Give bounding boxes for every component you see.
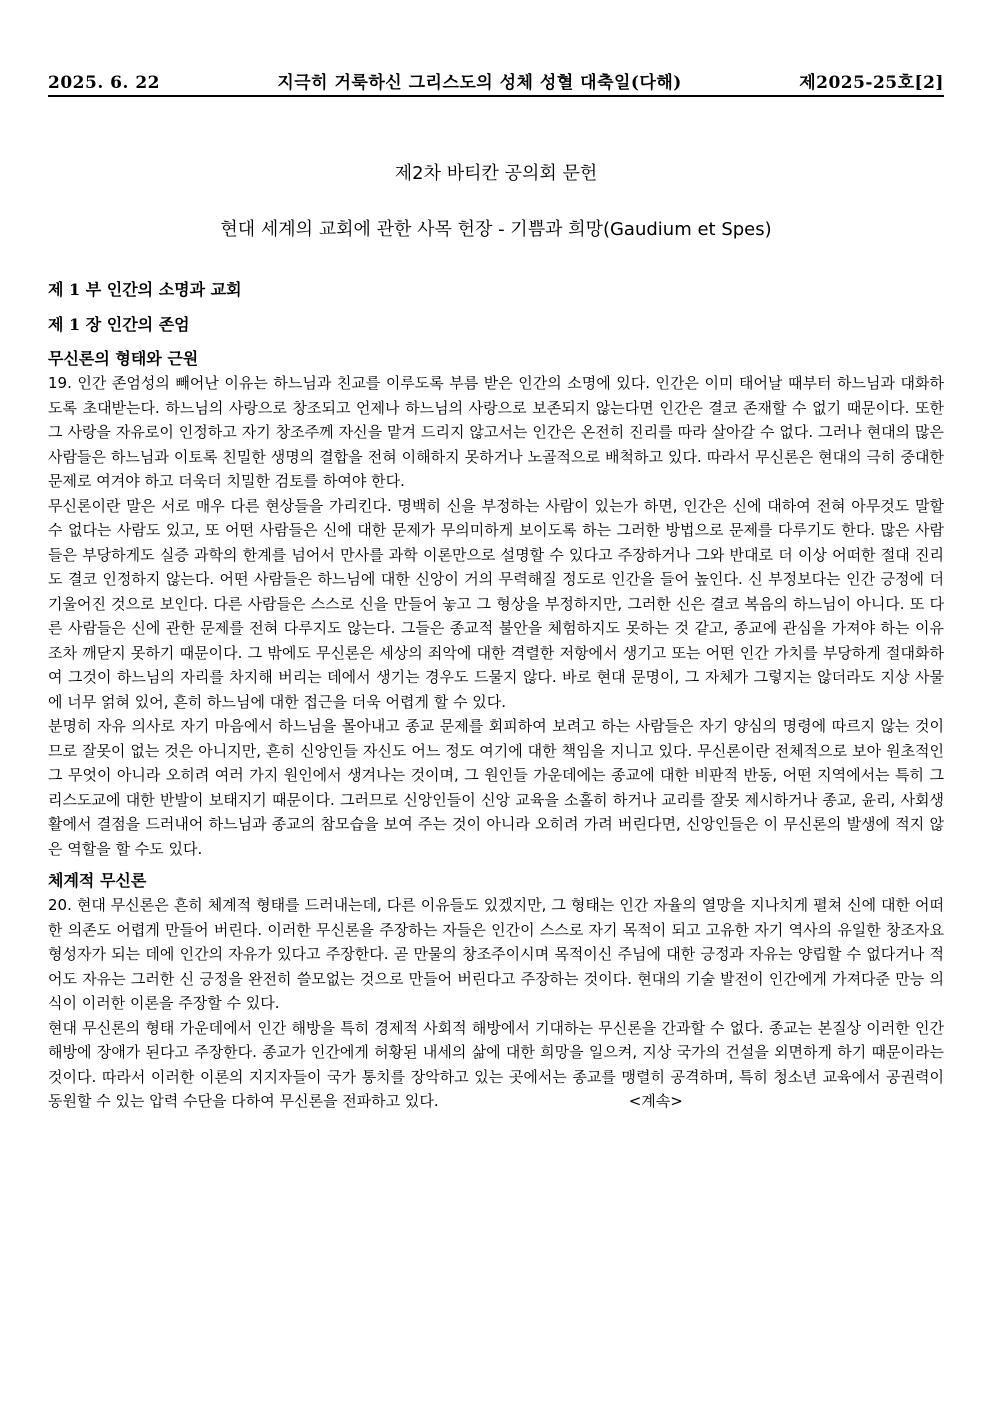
bulletin-page — [48, 68, 944, 1114]
chapter-heading: 제 1 장 인간의 존엄 — [48, 315, 190, 334]
section-title: 체계적 무신론 — [48, 871, 147, 890]
header-issue: 제2025-25호[2] — [799, 73, 944, 93]
paragraph-text: 현대 무신론의 형태 가운데에서 인간 해방을 특히 경제적 사회적 해방에서 기대하는 무신론을 간과할 수 없다. 종교는 본질상 이러한 인간 해방에 장애가 된다고 주장한다. 종교가 인간에게 허황된 내세의 삶에 대한 희망을 일으켜, 지상 국가의 건설을 외면하게 하기 때문이라는 것이다. 따라서 이러한 이론의 지지자들이 국가 통치를 장악하고 있는 곳에서는 종교를 맹렬히 공격하며, 특히 청소년 교육에서 공권력이 동원할 수 있는 압력 수단을 다하여 무신론을 전파하고 있다. — [48, 1018, 944, 1110]
paragraph: 무신론이란 말은 서로 매우 다른 현상들을 가리킨다. 명백히 신을 부정하는 사람이 있는가 하면, 인간은 신에 대하여 전혀 아무것도 말할 수 없다는 사람도 있고, 또 어떤 사람들은 신에 대한 문제가 무의미하게 보이도록 하는 그러한 방법으로 문제를 다루기도 한다. 많은 사람들은 부당하게도 실증 과학의 한계를 넘어서 만사를 과학 이론만으로 설명할 수 있다고 주장하거나 그와 반대로 더 이상 어떠한 절대 진리도 결코 인정하지 않는다. 어떤 사람들은 하느님에 대한 신앙이 거의 무력해질 정도로 인간을 들어 높인다. 신 부정보다는 인간 긍정에 더 기울어진 것으로 보인다. 다른 사람들은 스스로 신을 만들어 놓고 그 형상을 부정하지만, 그러한 신은 결코 복음의 하느님이 아니다. 또 다른 사람들은 신에 관한 문제를 전혀 다루지도 않는다. 그들은 종교적 불안을 체험하지도 못하는 것 같고, 종교에 관심을 가져야 하는 이유조차 깨닫지 못하기 때문이다. 그 밖에도 무신론은 세상의 죄악에 대한 격렬한 저항에서 생기고 또는 어떤 인간 가치를 부당하게 절대화하여 그것이 하느님의 자리를 차지해 버리는 데에서 생기는 경우도 드물지 않다. 바로 현대 문명이, 그 자체가 그렇지는 않더라도 지상 사물에 너무 얽혀 있어, 흔히 하느님에 대한 접근을 더욱 어렵게 할 수 있다. — [48, 496, 944, 711]
header-feast: 지극히 거룩하신 그리스도의 성체 성혈 대축일(다해) — [277, 73, 682, 93]
document-title: 제2차 바티칸 공의회 문헌 — [394, 163, 598, 184]
paragraph: 20. 현대 무신론은 흔히 체계적 형태를 드러내는데, 다른 이유들도 있겠지만, 그 형태는 인간 자율의 열망을 지나치게 펼쳐 신에 대한 어떠한 의존도 어렵게 만들어 버린다. 이러한 무신론을 주장하는 자들은 인간이 스스로 자기 목적이 되고 고유한 자기 역사의 유일한 창조자요 형성자가 되는 데에 인간의 자유가 있다고 주장한다. 곧 만물의 창조주이시며 목적이신 주님에 대한 긍정과 자유는 양립할 수 없다거나 적어도 자유는 그러한 신 긍정을 완전히 쓸모없는 것으로 만들어 버린다고 주장하는 것이다. 현대의 기술 발전이 인간에게 가져다준 만능 의식이 이러한 이론을 주장할 수 있다. — [48, 896, 944, 1012]
header-date: 2025. 6. 22 — [48, 73, 160, 93]
section-title: 무신론의 형태와 근원 — [48, 349, 199, 368]
document-subtitle: 현대 세계의 교회에 관한 사목 헌장 - 기쁨과 희망(Gaudium et Spes) — [220, 219, 772, 240]
continued-mark: <계속> — [628, 1092, 683, 1110]
paragraph-last — [48, 1016, 944, 1114]
paragraph: 19. 인간 존엄성의 빼어난 이유는 하느님과 친교를 이루도록 부름 받은 인간의 소명에 있다. 인간은 이미 태어날 때부터 하느님과 대화하도록 초대받는다. 하느님의 사랑으로 창조되고 언제나 하느님의 사랑으로 보존되지 않는다면 인간은 결코 존재할 수 없기 때문이다. 또한 그 사랑을 자유로이 인정하고 자기 창조주께 자신을 맡겨 드리지 않고서는 인간은 온전히 진리를 따라 살아갈 수 없다. 그러나 현대의 많은 사람들은 하느님과 이토록 친밀한 생명의 결합을 전혀 이해하지 못하거나 노골적으로 배척하고 있다. 따라서 무신론은 현대의 극히 중대한 문제로 여겨야 하고 더욱더 치밀한 검토를 하여야 한다. — [48, 374, 944, 490]
paragraph: 분명히 자유 의사로 자기 마음에서 하느님을 몰아내고 종교 문제를 회피하여 보려고 하는 사람들은 자기 양심의 명령에 따르지 않는 것이므로 잘못이 없는 것은 아니지만, 흔히 신앙인들 자신도 어느 정도 여기에 대한 책임을 지니고 있다. 무신론이란 전체적으로 보아 원초적인 그 무엇이 아니라 오히려 여러 가지 원인에서 생겨나는 것이며, 그 원인들 가운데에는 종교에 대한 비판적 반동, 어떤 지역에서는 특히 그리스도교에 대한 반발이 보태지기 때문이다. 그러므로 신앙인들이 신앙 교육을 소홀히 하거나 교리를 잘못 제시하거나 종교, 윤리, 사회생활에서 결점을 드러내어 하느님과 종교의 참모습을 보여 주는 것이 아니라 오히려 가려 버린다면, 신앙인들은 이 무신론의 발생에 적지 않은 역할을 할 수도 있다. — [48, 717, 944, 858]
part-heading: 제 1 부 인간의 소명과 교회 — [48, 280, 242, 299]
page-header — [48, 68, 944, 97]
